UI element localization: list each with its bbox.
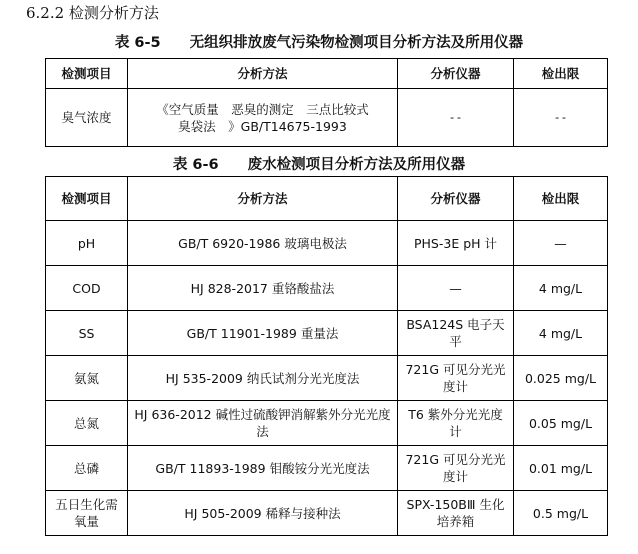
cell-limit: 0.025 mg/L	[514, 356, 608, 401]
table-row	[46, 356, 608, 401]
cell-method	[128, 89, 398, 147]
section-heading: 6.2.2 检测分析方法	[26, 4, 159, 22]
cell-method: HJ 535-2009 纳氏试剂分光光度法	[128, 356, 398, 401]
table-row	[46, 266, 608, 311]
table-6-6-caption: 表 6-6 废水检测项目分析方法及所用仪器	[172, 157, 466, 173]
table-row	[46, 221, 608, 266]
cell-item: 总氮	[46, 401, 128, 446]
cell-instrument: PHS-3E pH 计	[398, 221, 514, 266]
cell-item: 五日生化需氧量	[46, 491, 128, 536]
method-line-2: 臭袋法 》GB/T14675-1993	[178, 118, 347, 134]
header-method: 分析方法	[128, 59, 398, 89]
cell-instrument: SPX-150BⅢ 生化培养箱	[398, 491, 514, 536]
cell-method: HJ 505-2009 稀释与接种法	[128, 491, 398, 536]
cell-item: 氨氮	[46, 356, 128, 401]
cell-limit: 4 mg/L	[514, 311, 608, 356]
cell-item: COD	[46, 266, 128, 311]
table-header-row	[46, 177, 608, 221]
table-6-5	[45, 58, 608, 147]
table-row	[46, 89, 608, 147]
header-item: 检测项目	[46, 59, 128, 89]
cell-method: HJ 828-2017 重铬酸盐法	[128, 266, 398, 311]
cell-method: GB/T 6920-1986 玻璃电极法	[128, 221, 398, 266]
cell-item: pH	[46, 221, 128, 266]
cell-item: SS	[46, 311, 128, 356]
header-instrument: 分析仪器	[398, 59, 514, 89]
cell-instrument: 721G 可见分光光度计	[398, 446, 514, 491]
cell-instrument: —	[398, 266, 514, 311]
cell-item: 总磷	[46, 446, 128, 491]
header-item: 检测项目	[46, 177, 128, 221]
cell-limit: 0.05 mg/L	[514, 401, 608, 446]
header-method: 分析方法	[128, 177, 398, 221]
cell-method: GB/T 11901-1989 重量法	[128, 311, 398, 356]
table-row	[46, 401, 608, 446]
table-header-row	[46, 59, 608, 89]
cell-instrument: T6 紫外分光光度计	[398, 401, 514, 446]
method-line-1: 《空气质量 恶臭的测定 三点比较式	[156, 101, 369, 117]
table-row	[46, 311, 608, 356]
table-row	[46, 446, 608, 491]
cell-instrument: BSA124S 电子天平	[398, 311, 514, 356]
cell-instrument: 721G 可见分光光度计	[398, 356, 514, 401]
header-instrument: 分析仪器	[398, 177, 514, 221]
cell-instrument: --	[398, 89, 514, 147]
cell-limit: 0.01 mg/L	[514, 446, 608, 491]
table-6-5-caption: 表 6-5 无组织排放废气污染物检测项目分析方法及所用仪器	[114, 35, 524, 51]
table-6-6	[45, 176, 608, 536]
header-limit: 检出限	[514, 177, 608, 221]
cell-method: HJ 636-2012 碱性过硫酸钾消解紫外分光光度法	[128, 401, 398, 446]
cell-item: 臭气浓度	[46, 89, 128, 147]
header-limit: 检出限	[514, 59, 608, 89]
cell-method: GB/T 11893-1989 钼酸铵分光光度法	[128, 446, 398, 491]
cell-limit: 0.5 mg/L	[514, 491, 608, 536]
table-row	[46, 491, 608, 536]
cell-limit: —	[514, 221, 608, 266]
cell-limit: 4 mg/L	[514, 266, 608, 311]
cell-limit: --	[514, 89, 608, 147]
